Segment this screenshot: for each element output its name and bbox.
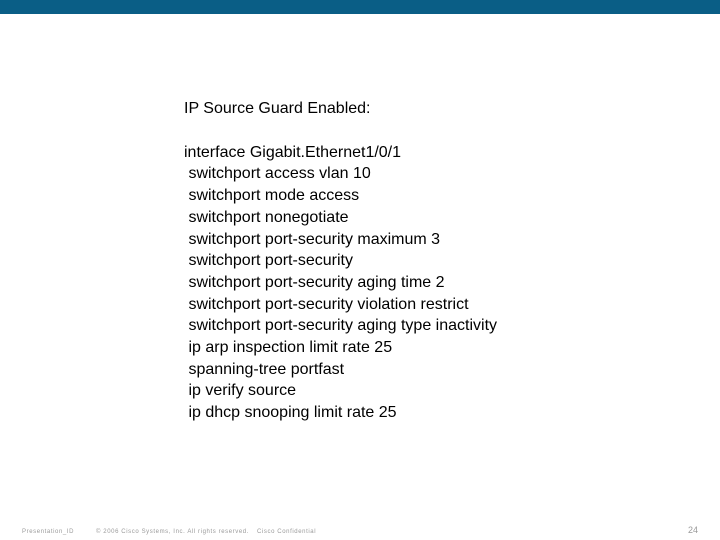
footer-presentation-id: Presentation_ID bbox=[22, 529, 75, 535]
config-line: ip dhcp snooping limit rate 25 bbox=[184, 404, 397, 422]
config-line: spanning-tree portfast bbox=[184, 360, 345, 378]
config-line: switchport mode access bbox=[184, 187, 360, 205]
config-line: switchport access vlan 10 bbox=[184, 165, 371, 183]
config-block bbox=[184, 142, 497, 424]
footer-copyright: © 2006 Cisco Systems, Inc. All rights reserved. bbox=[96, 529, 250, 535]
config-line: ip verify source bbox=[184, 382, 297, 400]
config-line: switchport port-security bbox=[184, 252, 353, 270]
config-line: switchport port-security maximum 3 bbox=[184, 230, 441, 248]
header-bar bbox=[0, 0, 720, 14]
slide-heading: IP Source Guard Enabled: bbox=[184, 100, 371, 117]
config-line: switchport port-security violation restrict bbox=[184, 295, 469, 313]
slide-content bbox=[184, 98, 497, 424]
config-line: switchport port-security aging time 2 bbox=[184, 273, 445, 291]
config-line: switchport port-security aging type inactivity bbox=[184, 317, 498, 335]
config-line: interface Gigabit.Ethernet1/0/1 bbox=[184, 143, 402, 161]
footer-confidentiality: Cisco Confidential bbox=[257, 529, 317, 535]
page-number: 24 bbox=[687, 525, 698, 535]
config-line: ip arp inspection limit rate 25 bbox=[184, 339, 393, 357]
config-line: switchport nonegotiate bbox=[184, 208, 349, 226]
